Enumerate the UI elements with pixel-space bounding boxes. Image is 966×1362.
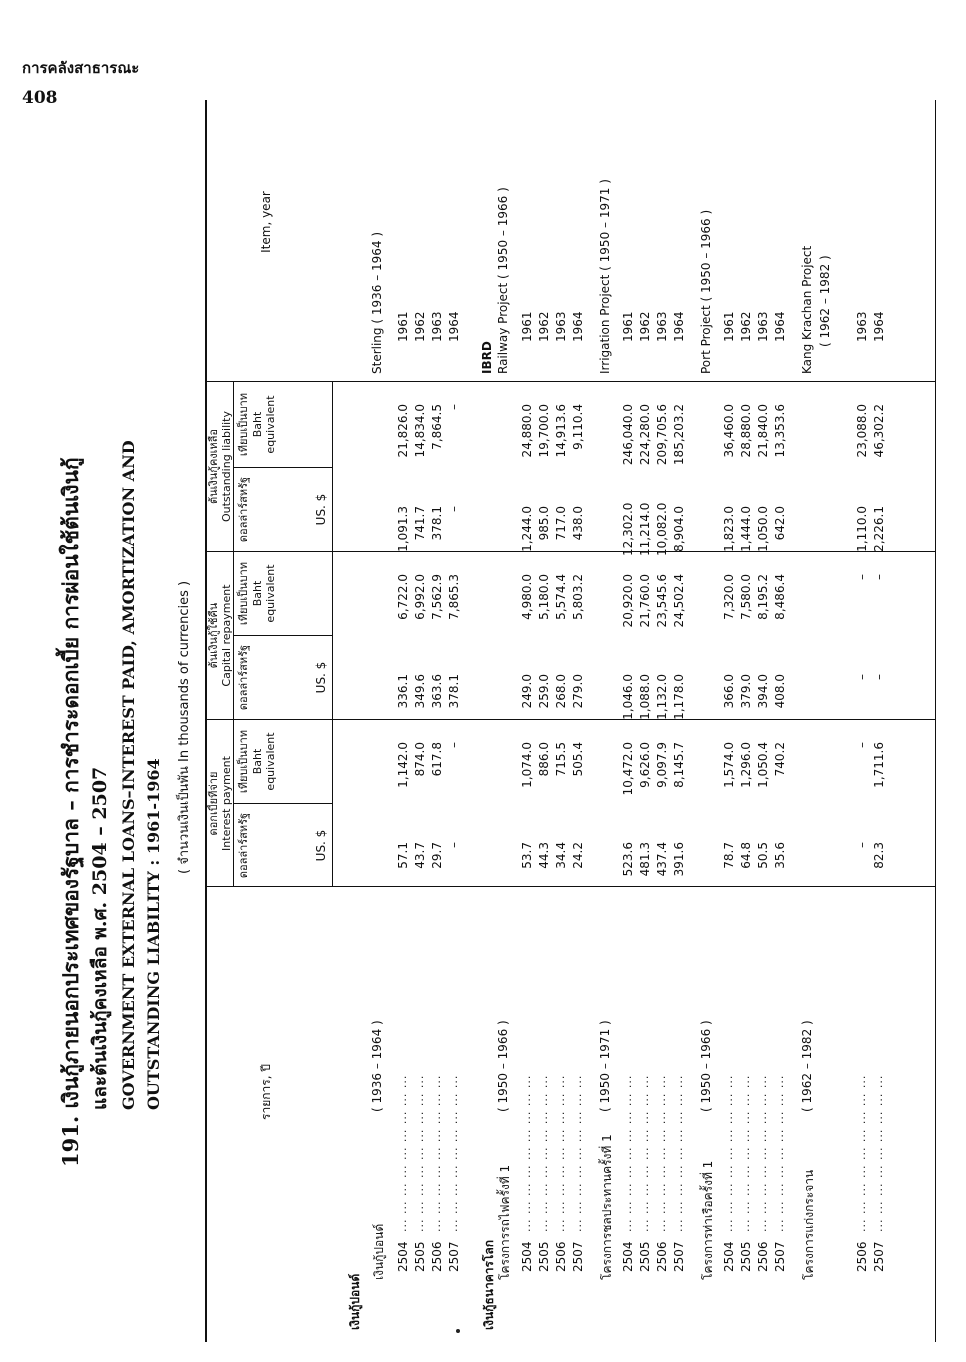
capital-header-english: Capital repayment [220, 584, 233, 687]
value-cell: 82.3 [872, 842, 886, 869]
value-cell: 379.0 [739, 674, 753, 709]
outstanding-baht-header-english: Baht [251, 411, 264, 438]
value-cell: 50.5 [756, 842, 770, 869]
value-cell: 36,460.0 [722, 404, 736, 458]
row-year-thai: 2504 [520, 1241, 534, 1272]
value-cell: 224,280.0 [638, 404, 652, 466]
outstanding-usd-header-english: US. $ [314, 493, 328, 526]
category-period-english: ( 1962 – 1982 ) [818, 255, 832, 347]
interest-usd-header-thai: ดอลล่าร์สหรัฐ [237, 812, 250, 879]
value-cell: 209,705.6 [655, 404, 669, 466]
row-year-thai: 2505 [537, 1241, 551, 1272]
category-label-english: Railway Project ( 1950 – 1966 ) [496, 187, 510, 374]
value-cell: 279.0 [571, 674, 585, 709]
value-cell: – [447, 506, 461, 512]
leader-dots: ... ... ... ... ... ... ... ... ... [396, 1074, 409, 1232]
value-cell: 505.4 [571, 742, 585, 777]
item-header-english: Item, year [259, 191, 273, 253]
value-cell: – [447, 842, 461, 848]
row-year-english: 1964 [447, 311, 461, 342]
value-cell: 363.6 [430, 674, 444, 709]
category-label-english: Sterling ( 1936 – 1964 ) [370, 231, 384, 374]
value-cell: 29.7 [430, 842, 444, 869]
row-year-thai: 2505 [739, 1241, 753, 1272]
leader-dots: ... ... ... ... ... ... ... ... ... [638, 1074, 651, 1232]
value-cell: 8,195.2 [756, 574, 770, 620]
value-cell: 437.4 [655, 842, 669, 877]
row-year-thai: 2504 [396, 1241, 410, 1272]
value-cell: 13,353.6 [773, 404, 787, 458]
row-year-thai: 2506 [430, 1241, 444, 1272]
value-cell: 1,444.0 [739, 506, 753, 552]
row-year-english: 1962 [537, 311, 551, 342]
leader-dots: ... ... ... ... ... ... ... ... ... [672, 1074, 685, 1232]
title-thai-line1: 191. เงินกู้ภายนอกประเทศของรัฐบาล – การชำระดอกเบี้ย การผ่อนใช้ต้นเงินกู้ [58, 457, 83, 1167]
capital-outstanding-divider [205, 551, 935, 552]
group-label-ibrd-english: IBRD [480, 341, 494, 374]
value-cell: – [447, 742, 461, 748]
category-label-thai: โครงการแก่งกระจาน [802, 1169, 816, 1280]
value-cell: 523.6 [621, 842, 635, 877]
row-year-english: 1964 [773, 311, 787, 342]
value-cell: 741.7 [413, 506, 427, 541]
row-year-english: 1962 [413, 311, 427, 342]
leader-dots: ... ... ... ... ... ... ... ... ... [773, 1074, 786, 1232]
value-cell: 14,913.6 [554, 404, 568, 458]
value-cell: – [855, 674, 869, 680]
capital-usd-header-thai: ดอลล่าร์สหรัฐ [237, 644, 250, 711]
interest-baht-header-english-2: equivalent [264, 732, 277, 791]
row-year-english: 1963 [855, 311, 869, 342]
row-year-thai: 2507 [773, 1241, 787, 1272]
value-cell: 24.2 [571, 842, 585, 869]
outstanding-header-english: Outstanding liability [220, 411, 233, 523]
interest-header-thai: ดอกเบี้ยที่จ่าย [207, 771, 220, 836]
category-label-english: Kang Krachan Project [800, 245, 814, 374]
section-header: การคลังสาธารณะ [22, 59, 140, 77]
value-cell: 1,142.0 [396, 742, 410, 788]
value-cell: – [872, 674, 886, 680]
table-top-rule [205, 100, 207, 1342]
table-bottom-rule [935, 100, 936, 1342]
value-cell: 5,803.2 [571, 574, 585, 620]
value-cell: 78.7 [722, 842, 736, 869]
value-cell: 19,700.0 [537, 404, 551, 458]
value-cell: 11,214.0 [638, 502, 652, 556]
value-cell: – [872, 574, 886, 580]
value-cell: 185,203.2 [672, 404, 686, 466]
category-period-thai: ( 1950 – 1966 ) [699, 1020, 713, 1112]
value-cell: 57.1 [396, 842, 410, 869]
value-cell: 8,904.0 [672, 506, 686, 552]
value-cell: 1,046.0 [621, 674, 635, 720]
row-year-thai: 2507 [447, 1241, 461, 1272]
category-label-thai: โครงการท่าเรือครั้งที่ 1 [701, 1160, 715, 1280]
value-cell: 44.3 [537, 842, 551, 869]
value-cell: 5,180.0 [537, 574, 551, 620]
value-cell: 9,097.9 [655, 742, 669, 788]
header-bottom-rule [332, 382, 333, 887]
value-cell: 7,865.3 [447, 574, 461, 620]
value-cell: 23,545.6 [655, 574, 669, 628]
row-year-thai: 2506 [756, 1241, 770, 1272]
row-year-thai: 2504 [722, 1241, 736, 1272]
value-cell: 43.7 [413, 842, 427, 869]
value-cell: 20,920.0 [621, 574, 635, 628]
leader-dots: ... ... ... ... ... ... ... ... ... [739, 1074, 752, 1232]
title-english-line2: OUTSTANDING LIABILITY : 1961-1964 [144, 758, 163, 1110]
interest-usd-header-english: US. $ [314, 829, 328, 862]
value-cell: 8,145.7 [672, 742, 686, 788]
category-label-thai: เงินกู้ปอนด์ [372, 1223, 386, 1280]
value-cell: 1,088.0 [638, 674, 652, 720]
group-label-ibrd-thai: เงินกู้ธนาคารโลก [482, 1240, 496, 1330]
value-cell: 1,050.4 [756, 742, 770, 788]
value-cell: 12,302.0 [621, 502, 635, 556]
value-cell: 10,082.0 [655, 502, 669, 556]
leader-dots: ... ... ... ... ... ... ... ... ... [872, 1074, 885, 1232]
value-cell: 249.0 [520, 674, 534, 709]
value-cell: 1,296.0 [739, 742, 753, 788]
capital-baht-header-thai: เทียบเป็นบาท [237, 561, 250, 626]
row-year-english: 1964 [571, 311, 585, 342]
value-cell: 1,823.0 [722, 506, 736, 552]
value-cell: 21,760.0 [638, 574, 652, 628]
row-year-english: 1961 [396, 311, 410, 342]
value-cell: 14,834.0 [413, 404, 427, 458]
value-cell: 21,826.0 [396, 404, 410, 458]
row-year-english: 1964 [872, 311, 886, 342]
value-cell: 7,320.0 [722, 574, 736, 620]
row-year-thai: 2506 [655, 1241, 669, 1272]
leader-dots: ... ... ... ... ... ... ... ... ... [855, 1074, 868, 1232]
row-year-english: 1961 [722, 311, 736, 342]
row-year-thai: 2505 [413, 1241, 427, 1272]
value-cell: 53.7 [520, 842, 534, 869]
value-cell: 1,711.6 [872, 742, 886, 788]
row-year-english: 1963 [655, 311, 669, 342]
interest-baht-header-thai: เทียบเป็นบาท [237, 729, 250, 794]
value-cell: 886.0 [537, 742, 551, 777]
page-number: 408 [22, 88, 58, 108]
row-year-thai: 2506 [855, 1241, 869, 1272]
title-thai-line2: และต้นเงินกู้คงเหลือ พ.ศ. 2504 – 2507 [89, 766, 111, 1110]
row-year-english: 1963 [430, 311, 444, 342]
title-english-line1: GOVERNMENT EXTERNAL LOANS–INTEREST PAID, AMORTIZATION AND [119, 440, 138, 1110]
row-year-thai: 2507 [672, 1241, 686, 1272]
value-cell: 7,562.9 [430, 574, 444, 620]
value-cell: 7,580.0 [739, 574, 753, 620]
value-cell: 21,840.0 [756, 404, 770, 458]
leader-dots: ... ... ... ... ... ... ... ... ... [722, 1074, 735, 1232]
interest-capital-divider [205, 719, 935, 720]
value-cell: – [855, 742, 869, 748]
outstanding-baht-header-thai: เทียบเป็นบาท [237, 392, 250, 457]
value-cell: 1,050.0 [756, 506, 770, 552]
value-cell: 642.0 [773, 506, 787, 541]
value-cell: 378.1 [447, 674, 461, 709]
row-year-english: 1963 [554, 311, 568, 342]
leader-dots: ... ... ... ... ... ... ... ... ... [520, 1074, 533, 1232]
value-cell: 2,226.1 [872, 506, 886, 552]
category-period-thai: ( 1962 – 1982 ) [800, 1020, 814, 1112]
row-year-thai: 2505 [638, 1241, 652, 1272]
row-year-thai: 2507 [872, 1241, 886, 1272]
row-year-english: 1961 [520, 311, 534, 342]
leader-dots: ... ... ... ... ... ... ... ... ... [554, 1074, 567, 1232]
value-cell: – [855, 842, 869, 848]
value-cell: 6,722.0 [396, 574, 410, 620]
value-cell: 9,626.0 [638, 742, 652, 788]
category-period-thai: ( 1950 – 1971 ) [598, 1020, 612, 1112]
category-label-english: Irrigation Project ( 1950 – 1971 ) [598, 179, 612, 374]
category-label-english: Port Project ( 1950 – 1966 ) [699, 209, 713, 374]
leader-dots: ... ... ... ... ... ... ... ... ... [413, 1074, 426, 1232]
unit-note: ( จำนวนเงินเป็นพัน In thousands of currencies ) [177, 580, 192, 874]
value-cell: 617.8 [430, 742, 444, 777]
value-cell: 9,110.4 [571, 404, 585, 450]
value-cell: – [855, 574, 869, 580]
row-year-english: 1964 [672, 311, 686, 342]
value-cell: 394.0 [756, 674, 770, 709]
leader-dots: ... ... ... ... ... ... ... ... ... [447, 1074, 460, 1232]
capital-header-thai: ต้นเงินกู้ใช้คืน [207, 602, 220, 669]
item-header-thai: รายการ, ปี [259, 1064, 273, 1120]
value-cell: 23,088.0 [855, 404, 869, 458]
english-item-column-divider [205, 381, 935, 382]
outstanding-usd-header-thai: ดอลล่าร์สหรัฐ [237, 476, 250, 543]
value-cell: 874.0 [413, 742, 427, 777]
value-cell: 5,574.4 [554, 574, 568, 620]
row-year-english: 1963 [756, 311, 770, 342]
row-year-english: 1962 [638, 311, 652, 342]
category-period-thai: ( 1936 – 1964 ) [370, 1020, 384, 1112]
leader-dots: ... ... ... ... ... ... ... ... ... [571, 1074, 584, 1232]
row-year-english: 1962 [739, 311, 753, 342]
category-label-thai: โครงการชลประทานครั้งที่ 1 [600, 1134, 614, 1280]
category-period-thai: ( 1950 – 1966 ) [496, 1020, 510, 1112]
value-cell: 7,864.5 [430, 404, 444, 450]
value-cell: 24,880.0 [520, 404, 534, 458]
value-cell: 1,574.0 [722, 742, 736, 788]
value-cell: 259.0 [537, 674, 551, 709]
leader-dots: ... ... ... ... ... ... ... ... ... [655, 1074, 668, 1232]
value-cell: 46,302.2 [872, 404, 886, 458]
value-cell: 1,091.3 [396, 506, 410, 552]
value-cell: 268.0 [554, 674, 568, 709]
value-cell: 1,074.0 [520, 742, 534, 788]
value-cell: 408.0 [773, 674, 787, 709]
value-cell: 28,880.0 [739, 404, 753, 458]
value-cell: 24,502.4 [672, 574, 686, 628]
value-cell: 481.3 [638, 842, 652, 877]
value-cell: 391.6 [672, 842, 686, 877]
value-cell: 10,472.0 [621, 742, 635, 796]
leader-dots: ... ... ... ... ... ... ... ... ... [621, 1074, 634, 1232]
leader-dots: ... ... ... ... ... ... ... ... ... [756, 1074, 769, 1232]
rotated-table-page [0, 100, 948, 1342]
leader-dots: ... ... ... ... ... ... ... ... ... [537, 1074, 550, 1232]
capital-usd-header-english: US. $ [314, 661, 328, 694]
row-year-english: 1961 [621, 311, 635, 342]
row-year-thai: 2506 [554, 1241, 568, 1272]
capital-baht-header-english: Baht [251, 580, 264, 607]
row-year-thai: 2507 [571, 1241, 585, 1272]
value-cell: 6,992.0 [413, 574, 427, 620]
value-cell: 438.0 [571, 506, 585, 541]
value-cell: 1,132.0 [655, 674, 669, 720]
outstanding-header-thai: ต้นเงินกู้คงเหลือ [207, 428, 220, 505]
outstanding-baht-header-english-2: equivalent [264, 395, 277, 454]
value-cell: – [447, 404, 461, 410]
value-cell: 717.0 [554, 506, 568, 541]
value-cell: 349.6 [413, 674, 427, 709]
value-cell: 740.2 [773, 742, 787, 777]
value-cell: 35.6 [773, 842, 787, 869]
value-cell: 985.0 [537, 506, 551, 541]
value-cell: 8,486.4 [773, 574, 787, 620]
value-cell: 4,980.0 [520, 574, 534, 620]
value-cell: 336.1 [396, 674, 410, 709]
interest-header-english: Interest payment [220, 756, 233, 851]
value-cell: 366.0 [722, 674, 736, 709]
row-year-thai: 2504 [621, 1241, 635, 1272]
category-label-thai: โครงการรถไฟครั้งที่ 1 [498, 1164, 512, 1280]
group-label-sterling-thai: เงินกู้ปอนด์ [348, 1273, 362, 1330]
value-cell: 64.8 [739, 842, 753, 869]
leader-dots: ... ... ... ... ... ... ... ... ... [430, 1074, 443, 1232]
value-cell: 246,040.0 [621, 404, 635, 466]
value-cell: 378.1 [430, 506, 444, 541]
value-cell: 34.4 [554, 842, 568, 869]
capital-baht-header-english-2: equivalent [264, 564, 277, 623]
value-cell: 1,244.0 [520, 506, 534, 552]
interest-baht-header-english: Baht [251, 748, 264, 775]
value-cell: 1,178.0 [672, 674, 686, 720]
value-cell: 1,110.0 [855, 506, 869, 552]
value-cell: 715.5 [554, 742, 568, 777]
